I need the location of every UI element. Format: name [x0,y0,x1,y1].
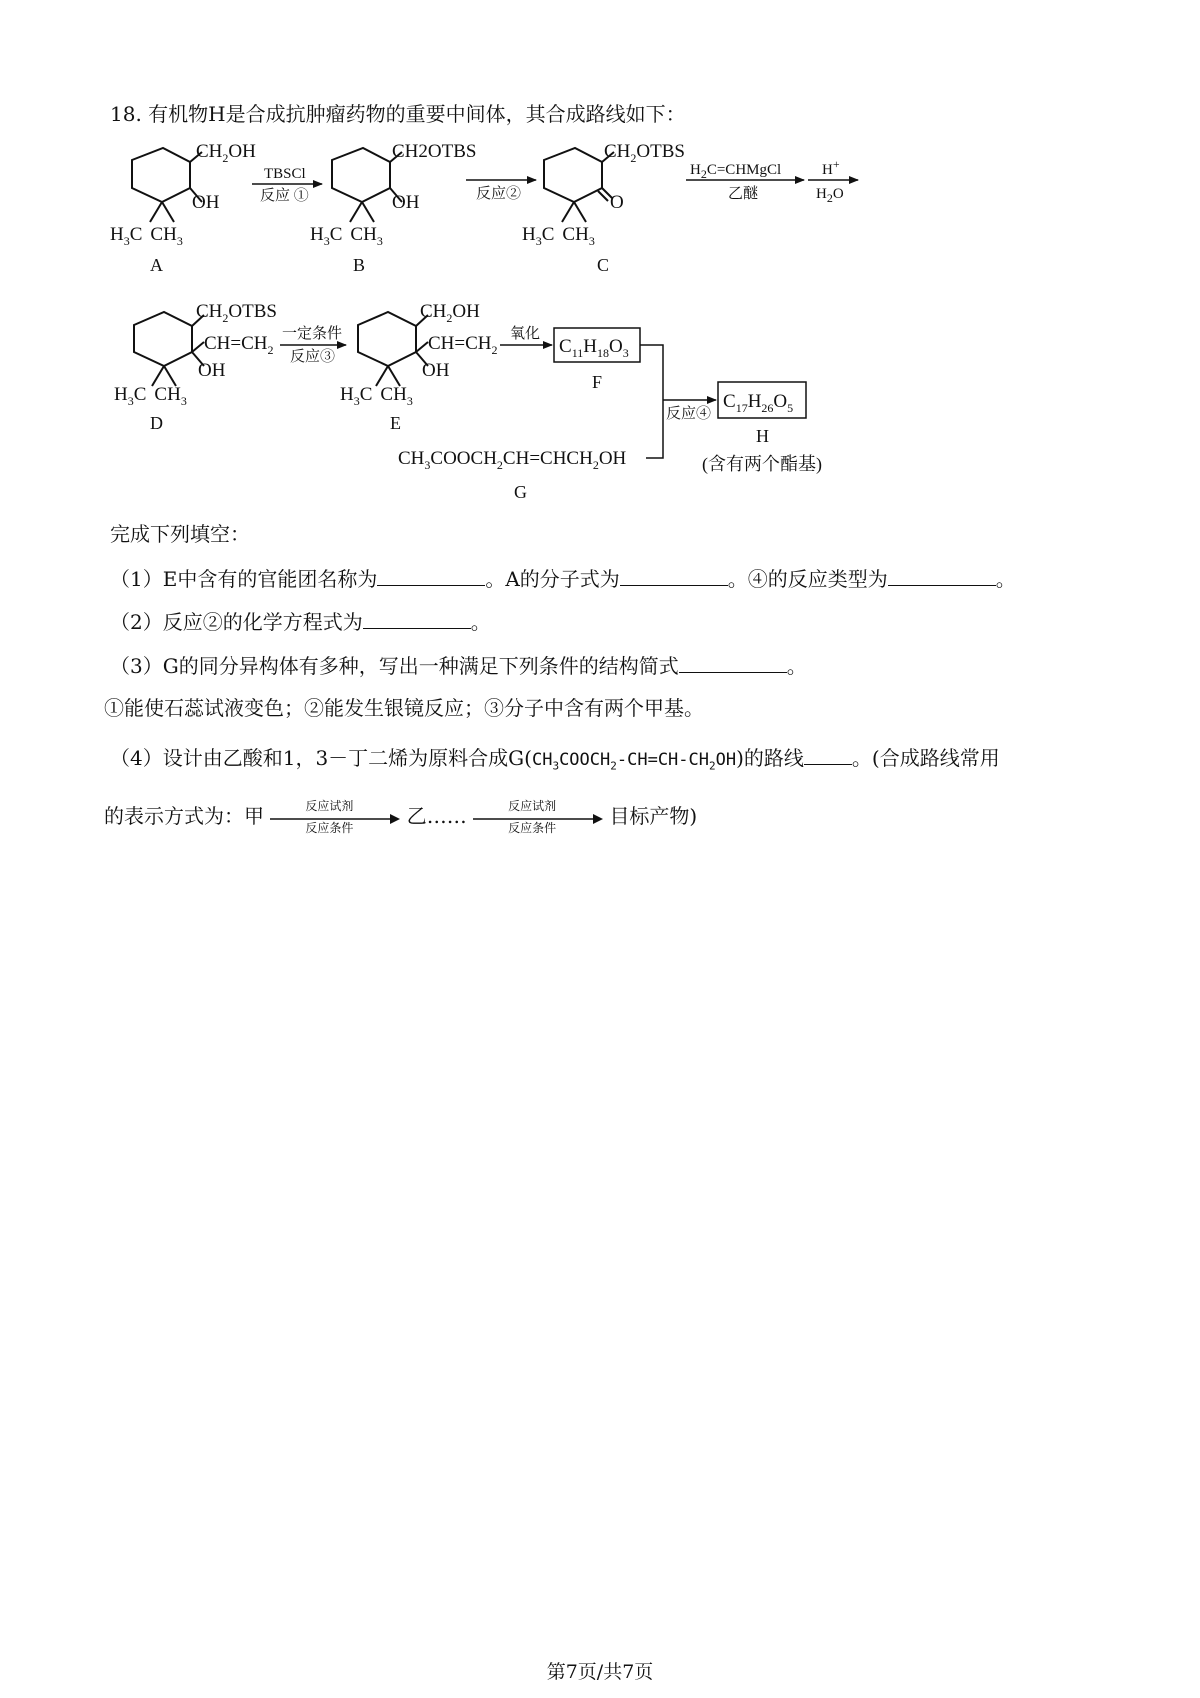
q2-text-a: （2）反应②的化学方程式为 [110,610,363,634]
arrow-4-water: $H_2O$ [816,186,844,205]
route-arrow-1: 反应试剂 反应条件 [270,803,400,833]
q4-line2-text-b: 乙…… [406,804,467,828]
e-methyls: $H_3C$ $CH_3$ [340,384,413,408]
q1-text-a: （1）E中含有的官能团名称为 [110,567,378,591]
h-note: (含有两个酯基) [702,454,822,474]
question-3-conditions: ①能使石蕊试液变色；②能发生银镜反应；③分子中含有两个甲基。 [104,696,704,720]
q1-text-c: 。④的反应类型为 [727,567,888,591]
label-e: E [390,413,401,433]
label-c: C [597,255,610,275]
c-ketone-o: O [610,192,624,213]
q1-blank-1[interactable] [377,567,485,586]
e-vinyl: $CH=CH_2$ [428,333,498,357]
a-ch2oh: $CH_2OH$ [196,141,256,165]
q3-text-a: （3）G的同分异构体有多种，写出一种满足下列条件的结构简式 [110,654,679,678]
arrow-2-label: 反应② [476,186,522,202]
q1-blank-2[interactable] [620,567,728,586]
question-4-line2 [104,800,697,833]
a-oh: OH [192,192,220,213]
question-title: 18. 有机物H是合成抗肿瘤药物的重要中间体，其合成路线如下： [110,102,686,126]
q4-text-b: )的路线 [736,746,804,770]
label-h: H [756,426,769,446]
label-f: F [592,372,603,392]
q3-text-b: 。 [786,654,807,678]
prompt-text: 完成下列填空： [110,522,250,546]
d-ch2otbs: $CH_2OTBS$ [196,301,277,325]
q4-line2-text-c: 目标产物) [609,804,698,828]
molecule-e [358,312,428,386]
arrow-3-reagent: $H_2C=CHMgCl$ [690,162,782,181]
c-methyls: $H_3C$ $CH_3$ [522,224,595,248]
q4-line2-text-a: 的表示方式为：甲 [104,804,264,828]
arrow-1-reagent: TBSCl [264,166,306,182]
page-footer: 第7页/共7页 [546,1661,654,1683]
question-3 [110,650,807,679]
b-oh: OH [392,192,420,213]
c-ch2otbs: $CH_2OTBS$ [604,141,685,165]
b-ch2otbs: CH2OTBS [392,141,477,162]
q4-text-c: 。(合成路线常用 [851,746,1000,770]
g-formula: $CH_3COOCH_2CH=CHCH_2OH$ [398,448,627,472]
b-methyls: $H_3C$ $CH_3$ [310,224,383,248]
arrow-6-oxidation: 氧化 [510,326,541,342]
q4-blank[interactable] [804,746,852,765]
e-ch2oh: $CH_2OH$ [420,301,480,325]
arrow-7-label: 反应④ [666,406,712,422]
d-oh: OH [198,360,226,381]
h-formula: $C_{17}H_{26}O_5$ [723,391,794,415]
q2-text-b: 。 [470,610,491,634]
arrow-4-acid: H+ [822,157,840,178]
route-arrow-2: 反应试剂 反应条件 [473,803,603,833]
q2-blank[interactable] [363,610,471,629]
q3-blank[interactable] [679,654,787,673]
q4-text-a: （4）设计由乙酸和1，3－丁二烯为原料合成G( [110,746,532,770]
synthesis-scheme [100,140,880,510]
q1-text-d: 。 [995,567,1016,591]
f-formula: $C_{11}H_{18}O_3$ [559,336,629,360]
q1-text-b: 。A的分子式为 [485,567,620,591]
label-a: A [150,255,163,275]
arrow-5-label: 反应③ [290,349,336,365]
q1-blank-3[interactable] [888,567,996,586]
question-2 [110,606,491,635]
arrow-1-label: 反应 ① [260,188,309,204]
label-g: G [514,482,527,502]
question-4 [110,742,1000,772]
question-1 [110,563,1016,592]
a-methyls: $H_3C$ $CH_3$ [110,224,183,248]
label-d: D [150,413,163,433]
g-formula-inline: $CH_3COOCH_2-CH=CH-CH_2OH$ [531,750,737,773]
e-oh: OH [422,360,450,381]
molecule-d [134,312,204,386]
d-vinyl: $CH=CH_2$ [204,333,274,357]
arrow-5-condition: 一定条件 [282,326,343,342]
connector-f-g [640,345,663,458]
d-methyls: $H_3C$ $CH_3$ [114,384,187,408]
label-b: B [353,255,366,275]
arrow-3-solvent: 乙醚 [728,186,759,202]
